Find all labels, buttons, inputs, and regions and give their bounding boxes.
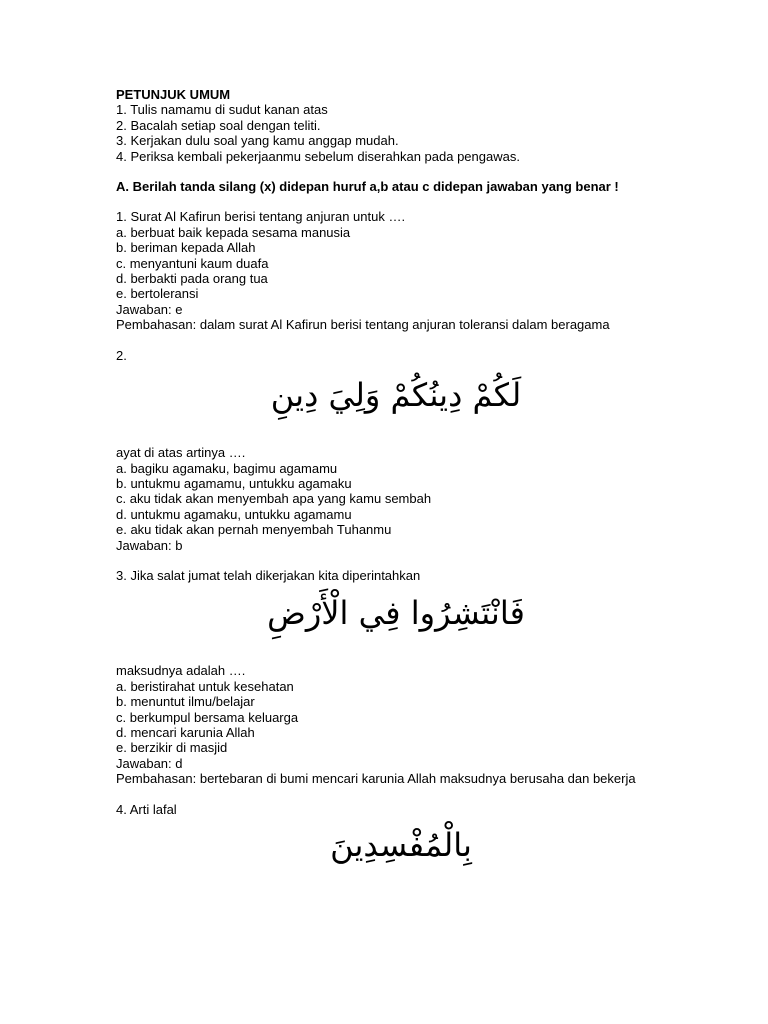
question-3-text: 3. Jika salat jumat telah dikerjakan kita diperintahkan (116, 567, 421, 583)
instruction-item: 2. Bacalah setiap soal dengan teliti. (116, 117, 321, 133)
instruction-item: 4. Periksa kembali pekerjaanmu sebelum diserahkan pada pengawas. (116, 148, 520, 164)
question-1-option: d. berbakti pada orang tua (116, 271, 268, 287)
question-1-option: b. beriman kepada Allah (116, 240, 256, 256)
question-1-option: a. berbuat baik kepada sesama manusia (116, 224, 351, 240)
question-2-option: c. aku tidak akan menyembah apa yang kamu sembah (116, 491, 432, 507)
instruction-item: 3. Kerjakan dulu soal yang kamu anggap mudah. (116, 133, 399, 149)
question-4-text: 4. Arti lafal (116, 801, 177, 817)
question-1-text: 1. Surat Al Kafirun berisi tentang anjuran untuk …. (116, 209, 406, 225)
question-3-option: a. beristirahat untuk kesehatan (116, 678, 294, 694)
document-page (116, 87, 656, 865)
question-2-number: 2. (116, 347, 127, 363)
question-3-option: c. berkumpul bersama keluarga (116, 709, 299, 725)
question-2-prompt: ayat di atas artinya …. (116, 445, 246, 461)
question-3-option: e. berzikir di masjid (116, 740, 228, 756)
question-3-option: b. menuntut ilmu/belajar (116, 694, 255, 710)
question-3-explanation: Pembahasan: bertebaran di bumi mencari karunia Allah maksudnya berusaha dan bekerja (116, 771, 636, 787)
question-1-option: c. menyantuni kaum duafa (116, 255, 269, 271)
question-3-arabic-verse: فَانْتَشِرُوا فِي الْأَرْضِ (267, 594, 525, 633)
question-2-answer: Jawaban: b (116, 537, 183, 553)
question-2-option: a. bagiku agamaku, bagimu agamamu (116, 460, 338, 476)
question-4-arabic-word: بِالْمُفْسِدِينَ (330, 826, 472, 864)
section-a-instruction: A. Berilah tanda silang (x) didepan huruf a,b atau c didepan jawaban yang benar ! (116, 179, 619, 195)
question-1-answer: Jawaban: e (116, 301, 183, 317)
question-2-option: d. untukmu agamaku, untukku agamamu (116, 506, 352, 522)
question-1-explanation: Pembahasan: dalam surat Al Kafirun berisi tentang anjuran toleransi dalam beragama (116, 317, 610, 333)
instructions-heading: PETUNJUK UMUM (116, 87, 231, 102)
instruction-item: 1. Tulis namamu di sudut kanan atas (116, 102, 328, 118)
question-3-option: d. mencari karunia Allah (116, 724, 255, 740)
question-2-option: e. aku tidak akan pernah menyembah Tuhanmu (116, 522, 392, 538)
question-3-prompt: maksudnya adalah …. (116, 663, 246, 679)
question-1-option: e. bertoleransi (116, 286, 199, 302)
question-2-arabic-verse: لَكُمْ دِينُكُمْ وَلِيَ دِينِ (270, 376, 522, 415)
question-3-answer: Jawaban: d (116, 755, 183, 771)
question-2-option: b. untukmu agamamu, untukku agamaku (116, 475, 352, 491)
